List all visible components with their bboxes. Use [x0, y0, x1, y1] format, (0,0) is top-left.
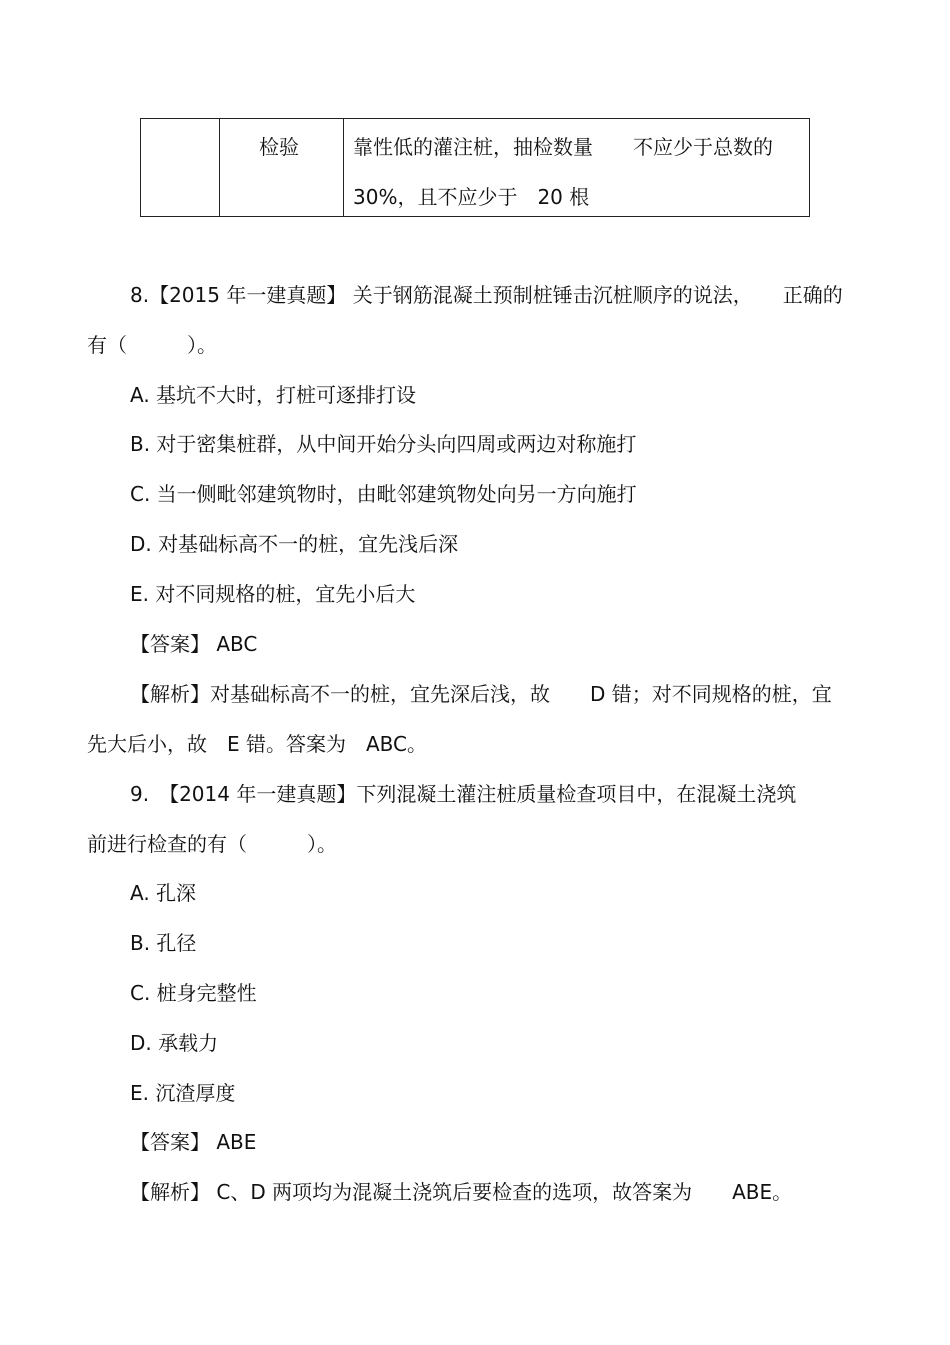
q8-answer: 【答案】 ABC [130, 632, 258, 656]
table-fragment [140, 118, 810, 217]
table-divider-2 [343, 119, 344, 216]
table-cell-line-2: 30%，且不应少于 20 根 [353, 185, 590, 209]
q9-option-a: A. 孔深 [130, 881, 197, 905]
q9-option-d: D. 承载力 [130, 1031, 219, 1055]
q9-option-c: C. 桩身完整性 [130, 981, 257, 1005]
q9-stem-line-2: 前进行检查的有（ ）。 [87, 832, 337, 856]
q9-option-e: E. 沉渣厚度 [130, 1081, 236, 1105]
q9-stem-line-1: 9. 【2014 年一建真题】下列混凝土灌注桩质量检查项目中，在混凝土浇筑 [130, 782, 797, 806]
q8-option-a: A. 基坑不大时，打桩可逐排打设 [130, 383, 417, 407]
q8-stem-line-2: 有（ ）。 [87, 333, 217, 357]
table-divider-1 [219, 119, 220, 216]
q8-option-d: D. 对基础标高不一的桩，宜先浅后深 [130, 532, 459, 556]
q9-answer: 【答案】 ABE [130, 1130, 257, 1154]
q8-analysis-line-2: 先大后小，故 E 错。答案为 ABC。 [87, 732, 428, 756]
q8-stem-line-1: 8.【2015 年一建真题】 关于钢筋混凝土预制桩锤击沉桩顺序的说法， 正确的 [130, 283, 843, 307]
q8-option-b: B. 对于密集桩群，从中间开始分头向四周或两边对称施打 [130, 432, 637, 456]
q8-option-c: C. 当一侧毗邻建筑物时，由毗邻建筑物处向另一方向施打 [130, 482, 637, 506]
table-cell-inspection: 检验 [259, 135, 299, 159]
table-cell-line-1: 靠性低的灌注桩，抽检数量 不应少于总数的 [353, 135, 773, 159]
q8-analysis-line-1: 【解析】对基础标高不一的桩，宜先深后浅，故 D 错；对不同规格的桩，宜 [130, 682, 832, 706]
q9-analysis: 【解析】 C、D 两项均为混凝土浇筑后要检查的选项，故答案为 ABE。 [130, 1180, 793, 1204]
q9-option-b: B. 孔径 [130, 931, 197, 955]
q8-option-e: E. 对不同规格的桩，宜先小后大 [130, 582, 416, 606]
